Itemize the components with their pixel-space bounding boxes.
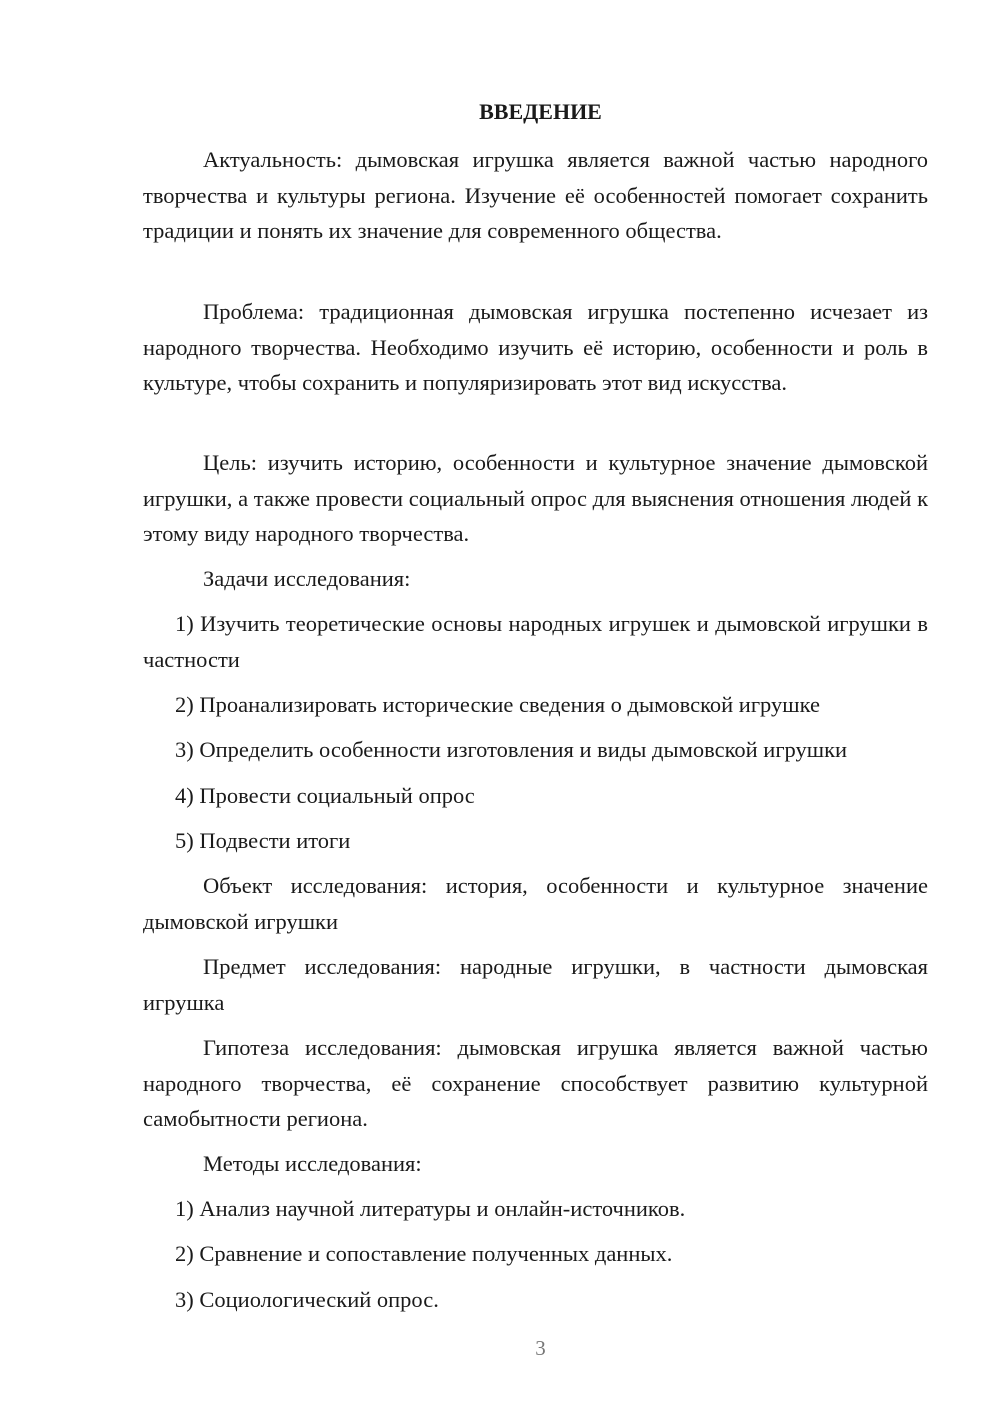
subject-paragraph: Предмет исследования: народные игрушки, в частности дымовская игрушка [143, 954, 928, 1015]
task-item-2: 2) Проанализировать исторические сведения о дымовской игрушке [175, 692, 820, 717]
task-item-3: 3) Определить особенности изготовления и виды дымовской игрушки [175, 737, 848, 762]
problem-paragraph: Проблема: традиционная дымовская игрушка постепенно исчезает из народного творчества. Необходимо изучить её историю, особенности и роль в культуре, чтобы сохранить и популяризировать этот вид искусства. [143, 299, 928, 395]
task-item-4: 4) Провести социальный опрос [175, 783, 475, 808]
document-page [143, 0, 928, 1414]
task-item-1: 1) Изучить теоретические основы народных игрушек и дымовской игрушки в частности [143, 611, 928, 672]
task-item-5: 5) Подвести итоги [175, 828, 351, 853]
goal-paragraph: Цель: изучить историю, особенности и культурное значение дымовской игрушки, а также провести социальный опрос для выяснения отношения людей к этому виду народного творчества. [143, 450, 928, 546]
page-title: ВВЕДЕНИЕ [479, 99, 602, 124]
method-item-2: 2) Сравнение и сопоставление полученных данных. [175, 1241, 673, 1266]
method-item-3: 3) Социологический опрос. [175, 1287, 439, 1312]
methods-heading: Методы исследования: [203, 1151, 422, 1176]
object-paragraph: Объект исследования: история, особенности и культурное значение дымовской игрушки [143, 873, 928, 934]
hypothesis-paragraph: Гипотеза исследования: дымовская игрушка является важной частью народного творчества, её сохранение способствует развитию культурной самобытности региона. [143, 1035, 928, 1131]
page-number: 3 [535, 1336, 546, 1360]
relevance-paragraph: Актуальность: дымовская игрушка является важной частью народного творчества и культуры региона. Изучение её особенностей помогает сохранить традиции и понять их значение для современного общества. [143, 147, 928, 243]
tasks-heading: Задачи исследования: [203, 566, 411, 591]
method-item-1: 1) Анализ научной литературы и онлайн-источников. [175, 1196, 686, 1221]
